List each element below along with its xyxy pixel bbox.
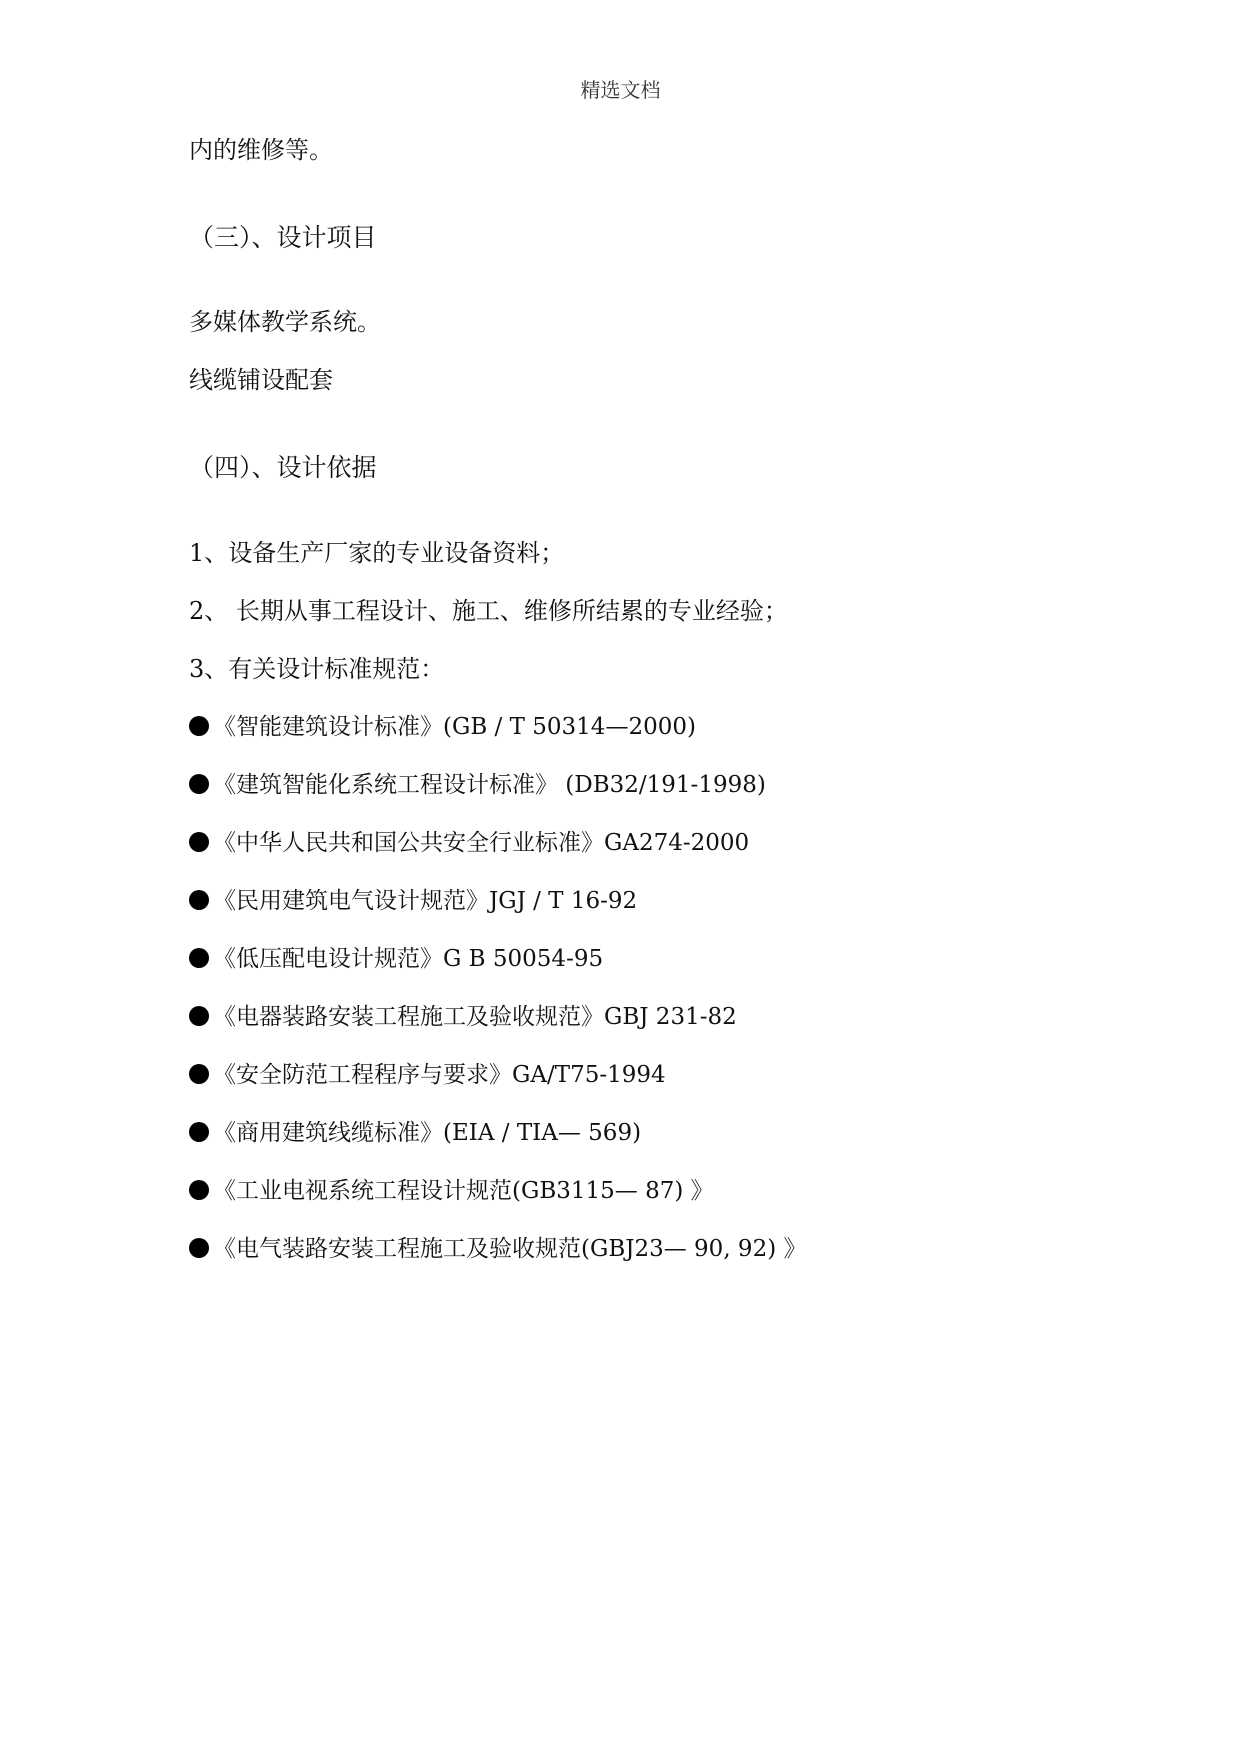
- standard-text: 《电气装路安装工程施工及验收规范(GBJ23— 90, 92) 》: [213, 1236, 807, 1262]
- bullet-icon: [189, 1006, 209, 1026]
- standard-item: [189, 769, 766, 801]
- standard-item: [189, 885, 637, 917]
- bullet-icon: [189, 832, 209, 852]
- section-3-item: 多媒体教学系统。: [189, 308, 381, 336]
- standard-text: 《中华人民共和国公共安全行业标准》GA274-2000: [213, 830, 750, 856]
- bullet-icon: [189, 774, 209, 794]
- page-header: 精选文档: [580, 78, 661, 102]
- section-4-heading: （四）、设计依据: [189, 453, 377, 482]
- standard-item: [189, 1175, 714, 1207]
- standard-text: 《安全防范工程程序与要求》GA/T75-1994: [213, 1062, 666, 1088]
- standard-text: 《低压配电设计规范》G B 50054-95: [213, 946, 604, 972]
- standard-text: 《智能建筑设计标准》(GB / T 50314—2000): [213, 714, 696, 740]
- standard-text: 《工业电视系统工程设计规范(GB3115— 87) 》: [213, 1178, 714, 1204]
- bullet-icon: [189, 716, 209, 736]
- bullet-icon: [189, 890, 209, 910]
- standard-item: [189, 943, 603, 975]
- bullet-icon: [189, 948, 209, 968]
- standard-text: 《电器装路安装工程施工及验收规范》GBJ 231-82: [213, 1004, 737, 1030]
- bullet-icon: [189, 1064, 209, 1084]
- section-3-heading: （三）、设计项目: [189, 223, 377, 252]
- standard-item: [189, 1117, 641, 1149]
- standard-item: [189, 1233, 807, 1265]
- numbered-item: 3、有关设计标准规范：: [189, 655, 445, 683]
- standard-item: [189, 711, 696, 743]
- section-3-item: 线缆铺设配套: [189, 366, 333, 394]
- bullet-icon: [189, 1180, 209, 1200]
- bullet-icon: [189, 1122, 209, 1142]
- standard-item: [189, 827, 749, 859]
- standard-text: 《商用建筑线缆标准》(EIA / TIA— 569): [213, 1120, 642, 1146]
- standard-text: 《建筑智能化系统工程设计标准》 (DB32/191-1998): [213, 772, 766, 798]
- bullet-icon: [189, 1238, 209, 1258]
- standard-text: 《民用建筑电气设计规范》JGJ / T 16-92: [213, 888, 638, 914]
- numbered-item: 1、设备生产厂家的专业设备资料；: [189, 539, 565, 567]
- standard-item: [189, 1059, 666, 1091]
- intro-line: 内的维修等。: [189, 136, 333, 164]
- numbered-item: 2、 长期从事工程设计、施工、维修所结累的专业经验；: [189, 597, 788, 625]
- standard-item: [189, 1001, 737, 1033]
